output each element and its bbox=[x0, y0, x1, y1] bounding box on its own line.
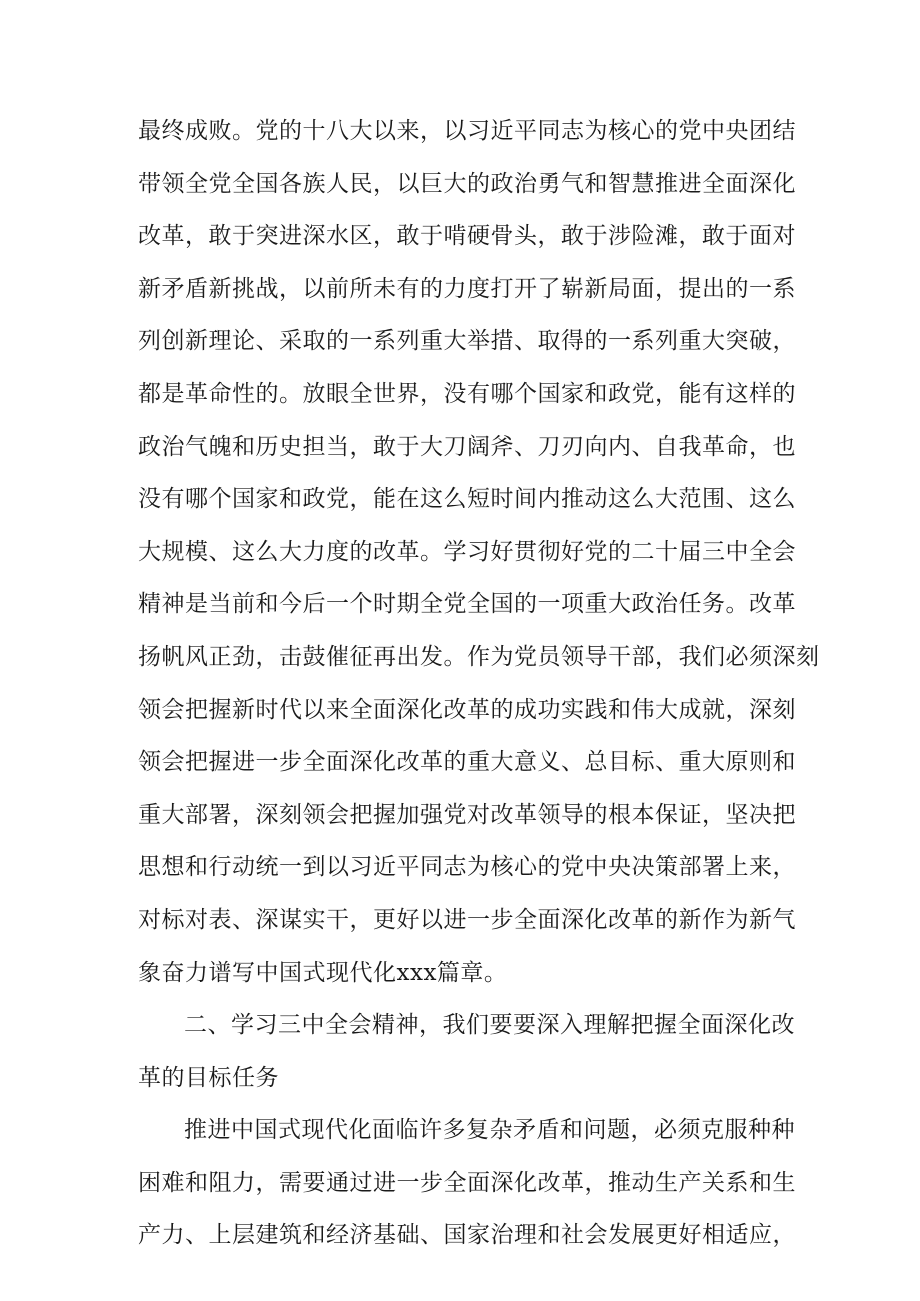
text-line: 政治气魄和历史担当，敢于大刀阔斧、刀刃向内、自我革命，也 bbox=[138, 433, 796, 460]
text-line: 精神是当前和今后一个时期全党全国的一项重大政治任务。改革 bbox=[138, 591, 796, 618]
text-line: 象奋力谱写中国式现代化xxx篇章。 bbox=[138, 959, 508, 986]
text-line: 大规模、这么大力度的改革。学习好贯彻好党的二十届三中全会 bbox=[138, 538, 796, 565]
text-line: 新矛盾新挑战，以前所未有的力度打开了崭新局面，提出的一系 bbox=[138, 275, 796, 302]
text-line: 都是革命性的。放眼全世界，没有哪个国家和政党，能有这样的 bbox=[138, 380, 796, 407]
text-line: 列创新理论、采取的一系列重大举措、取得的一系列重大突破， bbox=[138, 328, 796, 355]
section-heading-line: 二、学习三中全会精神，我们要要深入理解把握全面深化改 bbox=[184, 1012, 795, 1039]
text-line: 领会把握新时代以来全面深化改革的成功实践和伟大成就，深刻 bbox=[138, 696, 796, 723]
text-line: 带领全党全国各族人民，以巨大的政治勇气和智慧推进全面深化 bbox=[138, 170, 796, 197]
text-line: 领会把握进一步全面深化改革的重大意义、总目标、重大原则和 bbox=[138, 749, 796, 776]
section-heading-line: 革的目标任务 bbox=[138, 1064, 279, 1091]
body-text bbox=[138, 105, 820, 1262]
text-line: 重大部署，深刻领会把握加强党对改革领导的根本保证，坚决把 bbox=[138, 801, 796, 828]
text-line: 改革，敢于突进深水区，敢于啃硬骨头，敢于涉险滩，敢于面对 bbox=[138, 223, 796, 250]
text-line: 推进中国式现代化面临许多复杂矛盾和问题，必须克服种种 bbox=[184, 1117, 795, 1144]
text-line: 思想和行动统一到以习近平同志为核心的党中央决策部署上来， bbox=[138, 854, 796, 881]
text-line: 最终成败。党的十八大以来，以习近平同志为核心的党中央团结 bbox=[138, 118, 796, 144]
text-line: 对标对表、深谋实干，更好以进一步全面深化改革的新作为新气 bbox=[138, 906, 796, 933]
text-line: 没有哪个国家和政党，能在这么短时间内推动这么大范围、这么 bbox=[138, 486, 796, 513]
text-line: 困难和阻力，需要通过进一步全面深化改革，推动生产关系和生 bbox=[138, 1169, 796, 1196]
text-line: 产力、上层建筑和经济基础、国家治理和社会发展更好相适应， bbox=[138, 1222, 796, 1249]
text-line: 扬帆风正劲，击鼓催征再出发。作为党员领导干部，我们必须深刻 bbox=[138, 643, 820, 670]
